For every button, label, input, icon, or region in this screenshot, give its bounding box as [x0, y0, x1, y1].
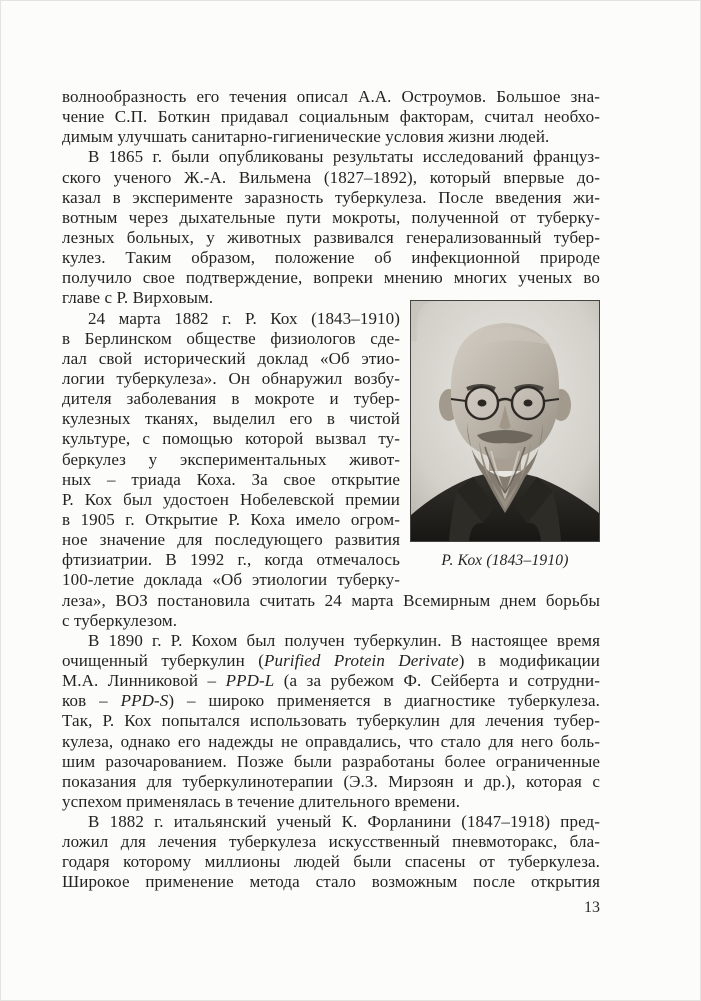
text-line: вотным через дыхательные пути мокроты, полученной от туберку-: [62, 207, 600, 227]
text-line: очищенный туберкулин (Purified Protein Derivate) в модификации: [62, 650, 600, 670]
text-line: Р. Кох был удостоен Нобелевской премии: [62, 489, 400, 509]
text-line: ных – триада Коха. За свое открытие: [62, 469, 400, 489]
text-line: казал в эксперименте заразность туберкулеза. После введения жи-: [62, 187, 600, 207]
text-line: беркулез у экспериментальных живот-: [62, 449, 400, 469]
photo-caption: Р. Кох (1843–1910): [441, 551, 569, 569]
text-line: показания для туберкулинотерапии (Э.З. Мирзоян и др.), которая с: [62, 771, 600, 791]
paragraph-continuation: [62, 87, 600, 147]
text-line: лезных больных, у животных развивался генерализованный тубер-: [62, 227, 600, 247]
text-line: фтизиатрии. В 1992 г., когда отмечалось: [62, 550, 400, 570]
latin-term: PPD-L: [225, 671, 275, 691]
text-line: М.А. Линниковой – PPD-L (а за рубежом Ф. Сейберта и сотрудни-: [62, 671, 600, 691]
text-line: ского ученого Ж.-А. Вильмена (1827–1892), который впервые до-: [62, 167, 600, 187]
text-line: успехом применялась в течение длительного времени.: [62, 791, 461, 811]
text-line: В 1882 г. итальянский ученый К. Форланини (1847–1918) пред-: [88, 812, 600, 832]
text-line: годаря которому миллионы людей были спасены от туберкулеза.: [62, 852, 600, 872]
text-line: кулез. Таким образом, положение об инфекционной природе: [62, 248, 600, 268]
page-number: 13: [584, 898, 600, 916]
text-line: культуре, с помощью которой вызвал ту-: [62, 429, 400, 449]
latin-term: PPD-S: [120, 691, 169, 711]
text-line: лал свой исторический доклад «Об этио-: [62, 348, 400, 368]
text-line: кулеза, однако его надежды не оправдались, что стало для него боль-: [62, 731, 600, 751]
text-line: ное значение для последующего развития: [62, 530, 400, 550]
text-line: чение С.П. Боткин придавал социальным факторам, считал необхо-: [62, 107, 600, 127]
text-line: с туберкулезом.: [62, 610, 178, 630]
latin-term: Purified Protein Derivate: [263, 650, 459, 670]
text-line: ложил для лечения туберкулеза искусственный пневмоторакс, бла-: [62, 832, 600, 852]
text-line: В 1890 г. Р. Кохом был получен туберкулин. В настоящее время: [88, 630, 600, 650]
text-line: 24 марта 1882 г. Р. Кох (1843–1910): [88, 308, 400, 328]
text-line: димым улучшать санитарно-гигиенические условия жизни людей.: [62, 127, 550, 147]
paragraph-tuberculin: [62, 631, 600, 812]
koch-portrait-photo: [410, 300, 600, 542]
text-line: Широкое применение метода стало возможным после открытия: [62, 872, 600, 892]
text-line: главе с Р. Вирховым.: [62, 288, 214, 308]
text-line: 100-летие доклада «Об этиологии туберку-: [62, 570, 400, 590]
text-line: ков – PPD-S) – широко применяется в диагностике туберкулеза.: [62, 691, 600, 711]
text-line: получило свое подтверждение, вопреки мнению многих ученых во: [62, 268, 600, 288]
koch-figure: [410, 300, 600, 588]
text-line: В 1865 г. были опубликованы результаты исследований француз-: [88, 147, 600, 167]
paragraph-forlanini: [62, 812, 600, 893]
text-line: дителя заболевания в мокроте и тубер-: [62, 389, 400, 409]
text-line: в 1905 г. Открытие Р. Коха имело огром-: [62, 509, 400, 529]
paragraph-villemin: [62, 147, 600, 308]
paragraph-koch: [62, 309, 600, 631]
text-line: волнообразность его течения описал А.А. Остроумов. Большое зна-: [62, 87, 600, 106]
text-line: Так, Р. Кох попытался использовать туберкулин для лечения тубер-: [62, 711, 600, 731]
text-line: логии туберкулеза». Он обнаружил возбу-: [62, 368, 400, 388]
text-line: кулезных тканях, выделил его в чистой: [62, 409, 400, 429]
koch-portrait-illustration: [411, 301, 599, 541]
text-line: леза», ВОЗ постановила считать 24 марта Всемирным днем борьбы: [62, 590, 600, 610]
text-line: шим разочарованием. Позже были разработаны более ограниченные: [62, 751, 600, 771]
text-line: в Берлинском обществе физиологов сде-: [62, 328, 400, 348]
